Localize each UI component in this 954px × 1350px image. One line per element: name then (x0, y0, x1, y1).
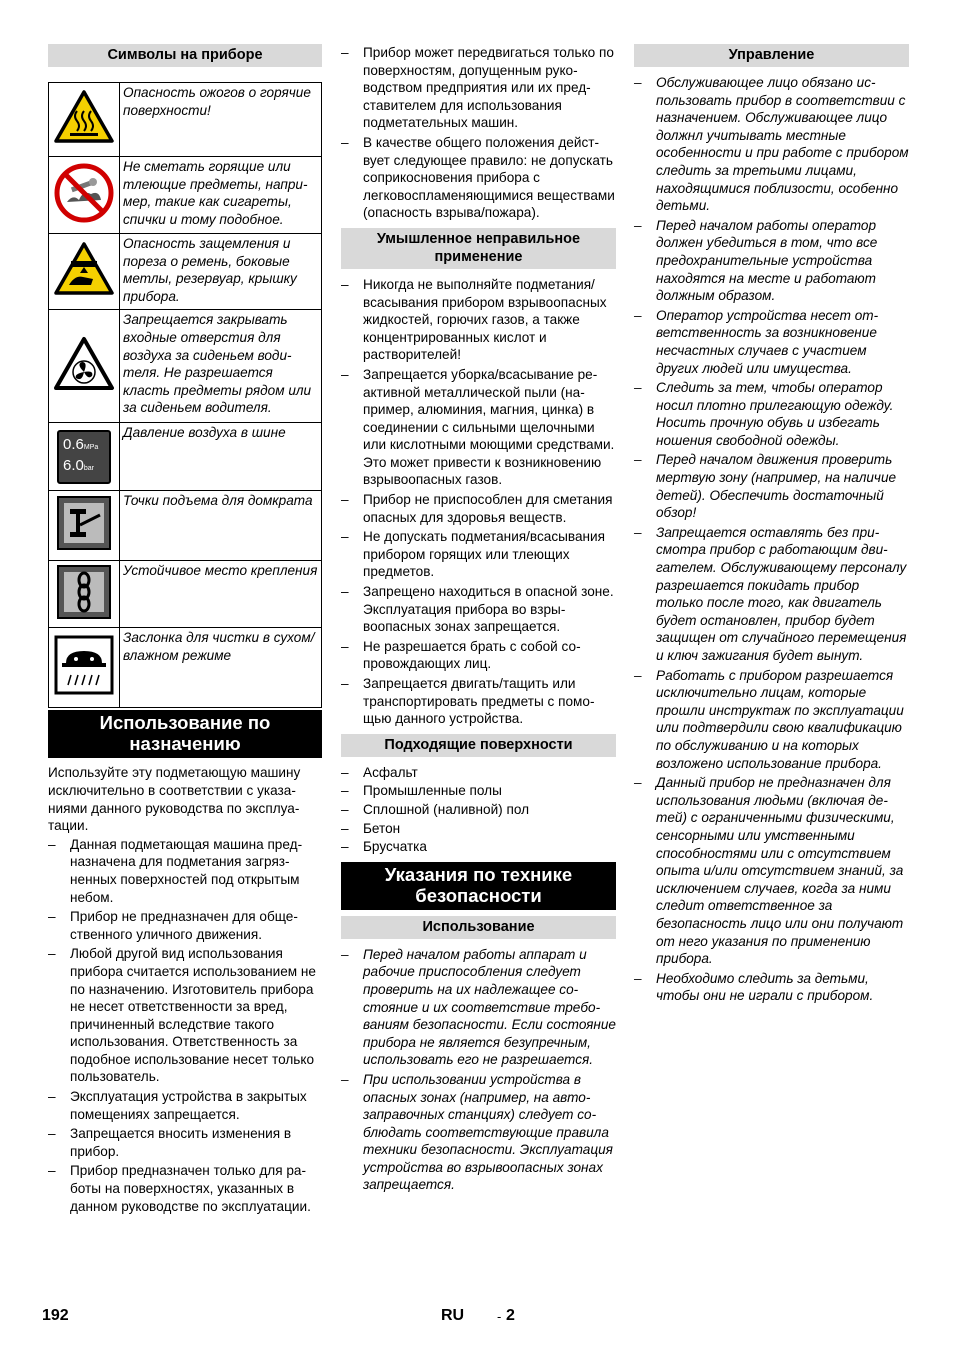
top-list (341, 44, 616, 222)
list-item: – Прибор не приспособлен для сметания опасных для здоровья веществ. (341, 491, 616, 526)
list-item: – Бетон (341, 820, 616, 838)
symbol-text: Опасность защемления и пореза о ремень, боковые метлы, резервуар, крышку прибора. (120, 234, 322, 310)
list-item: – Оператор устройства несет ответственность за возникновение несчастных случаев с участием других людей или имущества. (634, 307, 909, 377)
no-burning-objects-icon (53, 162, 115, 224)
symbol-icon-cell (49, 83, 120, 157)
list-item: – Запрещается уборка/всасывание реактивной металлической пыли (например, алюминия, магния, цинка) в соединении с сильными щелочными или кислотными моющими средствами. Это может привести к возникновению взрывоопасных газов. (341, 366, 616, 489)
symbol-icon-cell (49, 628, 120, 708)
misuse-heading: Умышленное неправильное применение (341, 228, 616, 269)
list-item: – Данная подметающая машина предназначена для подметания загрязненных поверхностей под открытым небом. (48, 836, 322, 906)
list-item: – Перед началом работы оператор должен убедиться в том, что все предохранительные устройства находятся на месте и работают должным образом. (634, 217, 909, 305)
symbol-text: Опасность ожогов о горячие поверхности! (120, 83, 322, 157)
list-item: – Любой другой вид использования прибора считается использованием не по назначению. Изготовитель прибора не несет ответственности за вред, причиненный вследствие такого использования. Ответственность за подобное использование несет только пользователь. (48, 945, 322, 1086)
jack-point-icon (56, 495, 112, 551)
misuse-list (341, 276, 616, 728)
column-1 (48, 44, 322, 1217)
list-item: – Запрещается оставлять без присмотра прибор с работающим двигателем. Обслуживающему персоналу разрешается покидать прибор только после того, как двигатель будет остановлен, прибор будет защищен от случайного перемещения и ключ зажигания будет вынут. (634, 524, 909, 665)
column-3 (634, 44, 909, 1007)
pressure-unit-mpa: MPa (83, 443, 99, 451)
symbol-text: Заслонка для чистки в сухом/влажном режиме (120, 628, 322, 708)
usage-list (341, 946, 616, 1194)
symbol-text: Давление воздуха в шине (120, 423, 322, 491)
list-item: – Перед началом движения проверить мертвую зону (например, на наличие детей). Обеспечить достаточный обзор! (634, 451, 909, 521)
symbol-text: Устойчивое место крепления (120, 561, 322, 628)
safety-heading: Указания по технике безопасности (341, 862, 616, 910)
list-item: – Сплошной (наливной) пол (341, 801, 616, 819)
surfaces-heading: Подходящие поверхности (341, 734, 616, 757)
tie-down-icon (56, 564, 112, 620)
list-item: – Промышленные полы (341, 782, 616, 800)
list-item: – Не допускать подметания/всасывания прибором горящих или тлеющих предметов. (341, 528, 616, 581)
list-item: – Следить за тем, чтобы оператор носил плотно прилегающую одежду. Носить прочную обувь и избегать ношения свободной одежды. (634, 379, 909, 449)
symbol-icon-cell (49, 310, 120, 423)
list-item: – Запрещается вносить изменения в прибор. (48, 1125, 322, 1160)
list-item: – Асфальт (341, 764, 616, 782)
section-number: 2 (506, 1307, 515, 1324)
control-list (634, 74, 909, 1005)
list-item: – Необходимо следить за детьми, чтобы они не играли с прибором. (634, 970, 909, 1005)
pressure-value-mpa: 0.6 (63, 435, 84, 453)
control-heading: Управление (634, 44, 909, 67)
list-item: – Прибор не предназначен для общественного уличного движения. (48, 908, 322, 943)
list-item: – Никогда не выполняйте подметания/всасывания прибором взрывоопасных жидкостей, горючих газов, а также концентрированных кислот и растворителей! (341, 276, 616, 364)
list-item: – Перед началом работы аппарат и рабочие приспособления следует проверить на их надлежащее состояние и их соответствие требованиям безопасности. Если состояние прибора не является безупречным, использовать его не разрешается. (341, 946, 616, 1069)
usage-heading: Использование (341, 916, 616, 939)
symbol-icon-cell (49, 234, 120, 310)
list-item: – Обслуживающее лицо обязано использовать прибор в соответствии с назначением. Обслуживающее лицо должнл учитывать местные особенности и при работе с прибором следить за третьими лицами, находящимися поблизости, особенно детьми. (634, 74, 909, 215)
symbol-icon-cell (49, 561, 120, 628)
symbols-heading: Символы на приборе (48, 44, 322, 67)
page-number: 192 (42, 1307, 69, 1324)
symbol-text: Не сметать горящие или тлеющие предметы, например, такие как сигареты, спички и тому подобное. (120, 157, 322, 234)
language-code: RU (441, 1307, 465, 1324)
intended-use-intro: Используйте эту подметающую машину исключительно в соответствии с указаниями данного руководства по эксплуатации. (48, 765, 301, 834)
list-item: – Брусчатка (341, 838, 616, 856)
symbol-icon-cell (49, 157, 120, 234)
symbol-text: Запрещается закрывать входные отверстия для воздуха за сиденьем водителя. Не разрешается класть предметы рядом или за сиденьем водителя. (120, 310, 322, 423)
list-item: – Эксплуатация устройства в закрытых помещениях запрещается. (48, 1088, 322, 1123)
hot-surface-warning-icon (53, 89, 115, 145)
list-item: – Запрещено находиться в опасной зоне. Эксплуатация прибора во взрывоопасных зонах запрещается. (341, 583, 616, 636)
fan-warning-icon (53, 336, 115, 392)
list-item: – Прибор предназначен только для работы на поверхностях, указанных в данном руководстве по эксплуатации. (48, 1162, 322, 1215)
column-2 (341, 44, 616, 1196)
pressure-unit-bar: bar (83, 464, 94, 472)
footer-dash: - (497, 1309, 502, 1324)
list-item: – Запрещается двигать/тащить или транспортировать предметы с помощью данного устройства. (341, 675, 616, 728)
list-item: – Не разрешается брать с собой сопровождающих лиц. (341, 638, 616, 673)
list-item: – Прибор может передвигаться только по поверхностям, допущенным руководством предприятия или их представителем для использования подметательных машин. (341, 44, 616, 132)
pressure-value-bar: 6.0 (63, 456, 84, 474)
tire-pressure-icon (57, 430, 111, 484)
surfaces-list (341, 764, 616, 856)
symbol-icon-cell (49, 491, 120, 561)
list-item: – Работать с прибором разрешается исключительно лицам, которые прошли инструктаж по эксплуатации или подтвердили свою квалификацию по обслуживанию и на которых возложено использование прибора. (634, 667, 909, 773)
intended-use-heading: Использование по назначению (48, 710, 322, 758)
crush-hazard-icon (53, 241, 115, 297)
list-item: – В качестве общего положения действует следующее правило: не допускать соприкосновения прибора с легковоспламеняющимися веществами (опасность взрыва/пожара). (341, 134, 616, 222)
filter-flap-icon (54, 635, 114, 695)
symbols-table (48, 82, 322, 708)
list-item: – Данный прибор не предназначен для использования людьми (включая детей) с ограниченными физическими, сенсорными или умственными способностями или с отсутствием опыта и/или отсутствием знаний, за исключением случаев, когда за ними следит ответственное за безопасность лицо или они получают от него указания по применению прибора. (634, 774, 909, 968)
list-item: – При использовании устройства в опасных зонах (например, на автозаправочных станциях) следует соблюдать соответствующие правила техники безопасности. Эксплуатация устройства во взрывоопасных зонах запрещается. (341, 1071, 616, 1194)
intended-use-list (48, 836, 322, 1215)
symbol-icon-cell (49, 423, 120, 491)
symbol-text: Точки подъема для домкрата (120, 491, 322, 561)
